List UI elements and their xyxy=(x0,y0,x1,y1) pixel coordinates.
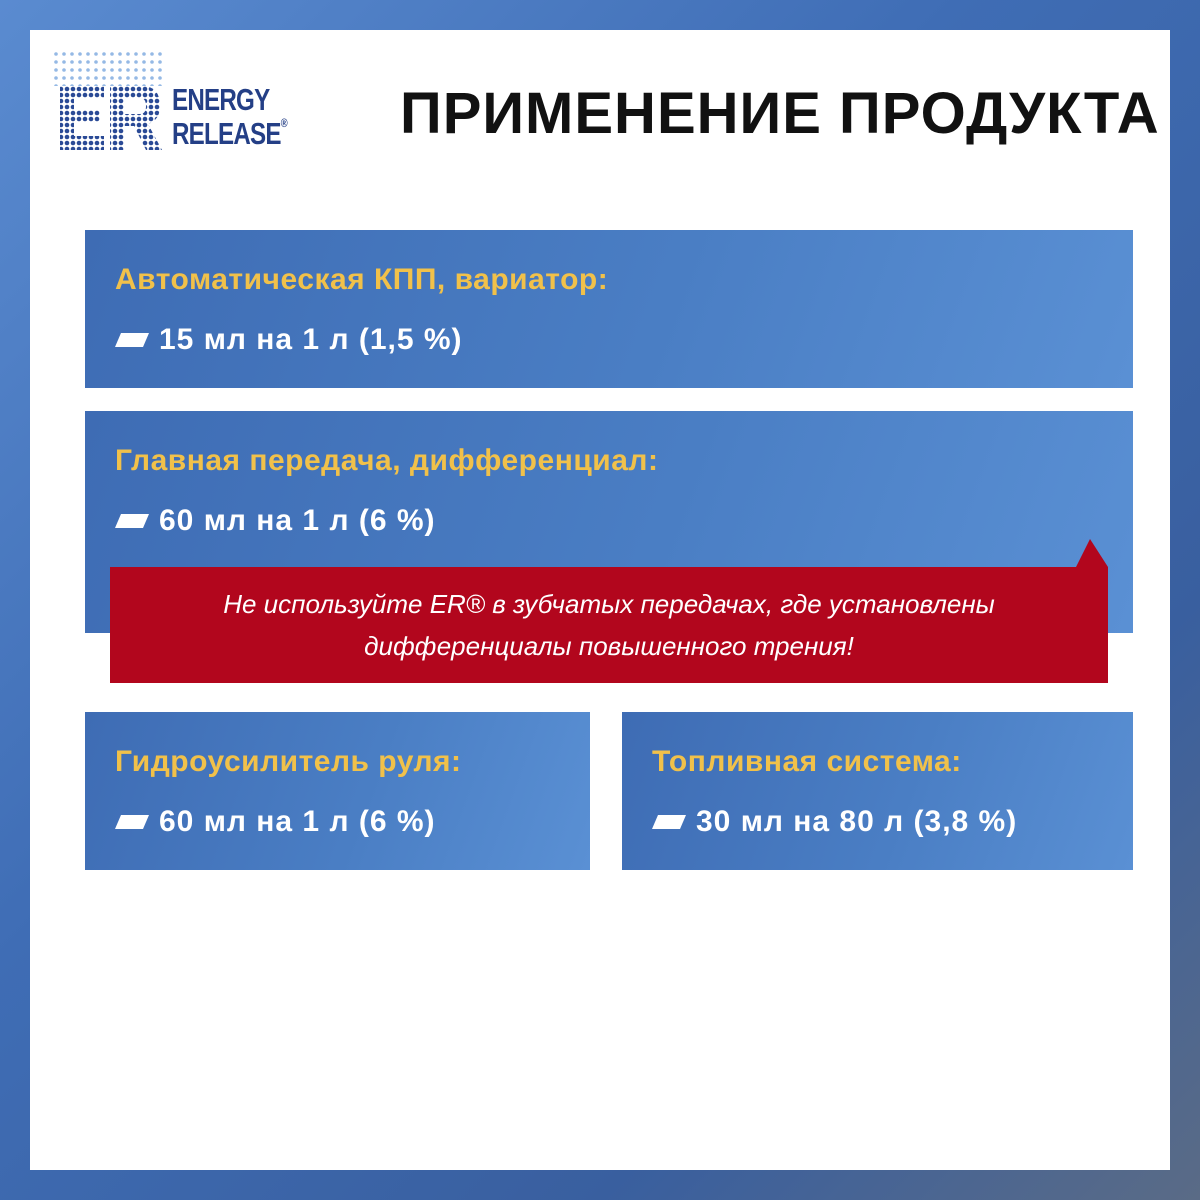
card-dose-text: 15 мл на 1 л (1,5 %) xyxy=(159,323,463,356)
card-dose xyxy=(115,323,463,357)
card-dose-text: 60 мл на 1 л (6 %) xyxy=(159,504,436,537)
trademark-mark: ® xyxy=(280,116,287,130)
card-title: Автоматическая КПП, вариатор: xyxy=(115,263,609,296)
card-automatic-transmission xyxy=(85,230,1133,388)
dose-icon xyxy=(115,331,149,349)
dose-icon xyxy=(115,813,149,831)
card-title: Гидроусилитель руля: xyxy=(115,745,462,778)
card-dose-text: 60 мл на 1 л (6 %) xyxy=(159,805,436,838)
warning-banner xyxy=(110,567,1108,683)
energy-release-logo xyxy=(52,50,302,160)
page-title: ПРИМЕНЕНИЕ ПРОДУКТА xyxy=(400,81,1160,146)
card-title: Главная передача, дифференциал: xyxy=(115,444,659,477)
card-title: Топливная система: xyxy=(652,745,962,778)
dose-icon xyxy=(652,813,686,831)
brand-line2-text: RELEASE xyxy=(172,116,281,151)
er-logo-mark xyxy=(52,50,167,160)
dose-icon xyxy=(115,512,149,530)
card-dose-text: 30 мл на 80 л (3,8 %) xyxy=(696,805,1018,838)
warning-ribbon-fold xyxy=(1076,537,1108,569)
card-dose xyxy=(652,805,1017,839)
warning-text: Не используйте ER® в зубчатых передачах, где установлены дифференциалы повышенного трения! xyxy=(223,589,995,661)
card-dose xyxy=(115,504,436,538)
brand-line1: ENERGY xyxy=(172,82,270,117)
card-power-steering xyxy=(85,712,590,870)
card-dose xyxy=(115,805,436,839)
brand-line2 xyxy=(172,116,287,152)
card-fuel-system xyxy=(622,712,1133,870)
